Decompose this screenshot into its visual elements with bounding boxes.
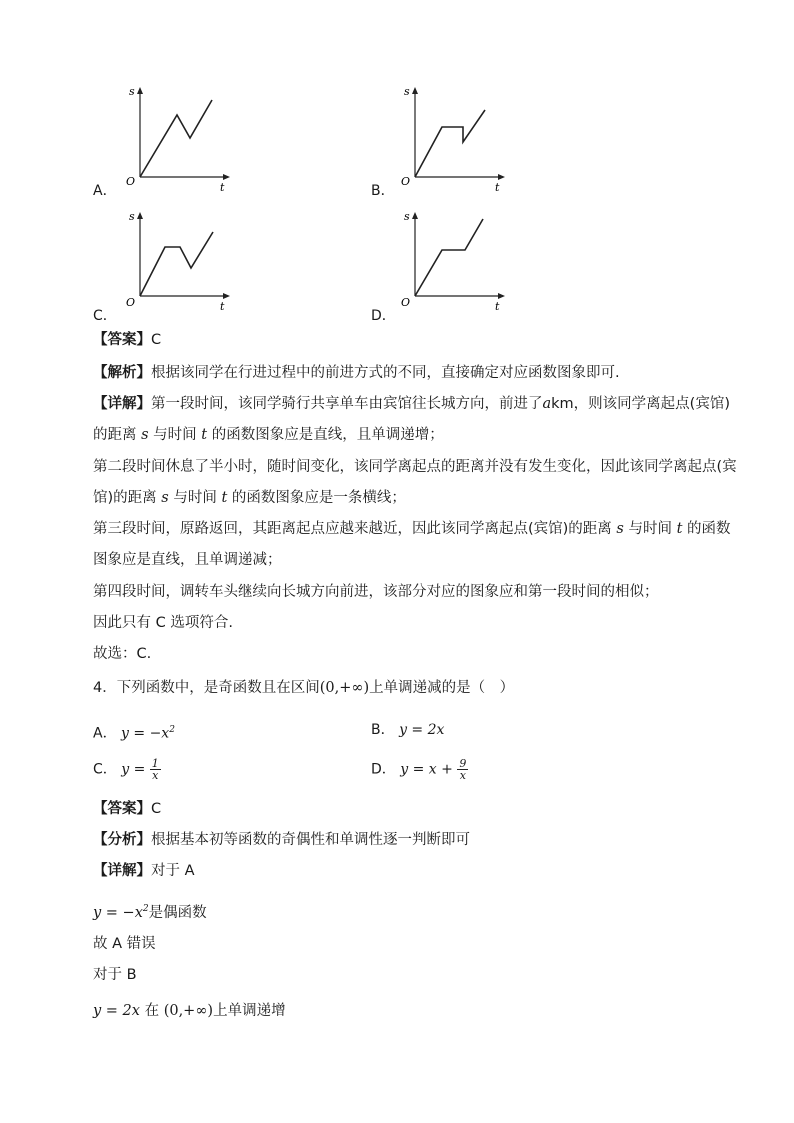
- graph-a-s-label: s: [129, 85, 135, 98]
- q4-analysis-line: [93, 830, 470, 850]
- fraction: [150, 758, 161, 781]
- q3-detail-line-4: [93, 488, 406, 508]
- option-label: D．: [371, 761, 396, 778]
- q3-final: 故选：C.: [93, 646, 152, 662]
- q4-option-b: [371, 720, 444, 740]
- math-expr: y = −x: [121, 725, 170, 742]
- q3-detail-text: km，则该同学离起点(宾馆): [551, 396, 730, 412]
- q4-detail-line-5: [93, 1001, 286, 1021]
- graph-d-curve: [415, 219, 483, 296]
- graph-a-t-label: t: [220, 181, 225, 194]
- graph-d-svg: [395, 210, 510, 320]
- q4-option-a: [93, 720, 175, 744]
- math-var: s: [161, 490, 169, 506]
- option-label: B．: [371, 722, 395, 738]
- graph-d-x-arrow: [498, 293, 505, 299]
- graph-d-s-label: s: [404, 210, 410, 223]
- graph-d: [395, 210, 510, 320]
- q3-detail-text: 馆)的距离: [93, 490, 162, 506]
- graph-b-y-arrow: [412, 87, 418, 94]
- q4-detail-line-4: 对于 B: [93, 967, 137, 983]
- q3-detail-text: 的函数: [682, 521, 731, 537]
- fraction-denominator: x: [459, 769, 466, 782]
- q4-detail-text: 是偶函数: [148, 904, 207, 921]
- q4-option-c: [93, 758, 161, 781]
- q3-detail-text: 与时间: [168, 490, 222, 506]
- graph-a-svg: [120, 85, 235, 195]
- math-var: a: [542, 396, 552, 412]
- q3-detail-line-1: [93, 394, 730, 414]
- graph-d-option-label: D．: [371, 308, 396, 324]
- q4-detail-line-1: [93, 861, 195, 881]
- graph-b-origin-label: O: [401, 175, 411, 188]
- graph-d-origin-label: O: [401, 296, 411, 309]
- q4-detail-text: 对于 A: [151, 863, 195, 879]
- graph-c-curve: [140, 232, 213, 296]
- q3-detail-text: 与时间: [623, 521, 677, 537]
- graph-a-option-label: A．: [93, 183, 117, 199]
- q4-stem: [93, 678, 514, 698]
- fraction-numerator: 9: [459, 757, 467, 770]
- q4-detail-text: 在: [139, 1003, 164, 1019]
- fraction-denominator: x: [152, 769, 159, 782]
- q3-answer-line: [93, 330, 161, 350]
- q4-stem-text: 上单调递减的是（ ）: [369, 680, 515, 696]
- q4-answer-tag: 【答案】: [93, 801, 151, 817]
- q4-answer: C: [151, 801, 162, 817]
- q3-answer-tag: 【答案】: [93, 332, 151, 348]
- graph-c-t-label: t: [220, 300, 225, 313]
- math-exponent: 2: [169, 725, 175, 735]
- graph-b-t-label: t: [495, 181, 500, 194]
- option-label: A．: [93, 725, 117, 742]
- q3-detail-text: 第三段时间，原路返回，其距离起点应越来越近，因此该同学离起点(宾馆)的距离: [93, 521, 617, 537]
- graph-a: [120, 85, 235, 195]
- q3-detail-line-8: 因此只有 C 选项符合.: [93, 615, 233, 631]
- q3-detail-text: 与时间: [148, 427, 202, 443]
- q3-answer: C: [151, 332, 162, 348]
- q3-detail-line-3: 第二段时间休息了半小时，随时间变化，该同学离起点的距离并没有发生变化，因此该同学离起点(宾: [93, 459, 737, 475]
- math-var: s: [141, 427, 149, 443]
- graph-b: [395, 85, 510, 195]
- q4-stem-text: 4．下列函数中，是奇函数且在区间: [93, 680, 320, 696]
- q4-detail-text: 上单调递增: [213, 1003, 286, 1019]
- q3-detail-line-6: 图象应是直线，且单调递减；: [93, 552, 282, 568]
- math-expr: y = −x: [93, 904, 143, 921]
- math-var: s: [616, 521, 624, 537]
- q3-detail-tag: 【详解】: [93, 396, 151, 412]
- graph-a-x-arrow: [223, 174, 230, 180]
- graph-a-origin-label: O: [126, 175, 136, 188]
- q4-interval: (0,+∞): [319, 680, 370, 696]
- q3-detail-text: 的函数图象应是直线，且单调递增；: [207, 427, 444, 443]
- graph-c-x-arrow: [223, 293, 230, 299]
- math-var: t: [221, 490, 228, 506]
- math-expr: y = x +: [400, 761, 453, 778]
- graph-b-curve: [415, 110, 485, 177]
- q4-answer-line: [93, 799, 161, 819]
- fraction: [457, 758, 468, 781]
- option-label: C．: [93, 761, 117, 778]
- q4-detail-line-2: [93, 899, 207, 923]
- math-var: t: [676, 521, 683, 537]
- q3-detail-text: 的距离: [93, 427, 142, 443]
- graph-b-option-label: B．: [371, 183, 395, 199]
- q4-option-d: [371, 758, 468, 781]
- graph-d-y-arrow: [412, 212, 418, 219]
- graph-c-origin-label: O: [126, 296, 136, 309]
- graph-a-curve: [140, 100, 212, 177]
- q4-detail-line-3: 故 A 错误: [93, 936, 156, 952]
- fraction-numerator: 1: [151, 757, 159, 770]
- graph-c-svg: [120, 210, 235, 320]
- q3-detail-text: 第一段时间，该同学骑行共享单车由宾馆往长城方向，前进了: [151, 396, 543, 412]
- math-exponent: 2: [142, 904, 149, 914]
- q3-detail-line-5: [93, 519, 731, 539]
- math-expr: y = 2x: [93, 1003, 140, 1019]
- graph-c-s-label: s: [129, 210, 135, 223]
- q4-detail-tag: 【详解】: [93, 863, 151, 879]
- graph-c: [120, 210, 235, 320]
- q3-analysis-line: [93, 363, 620, 383]
- math-expr: y = 2x: [399, 722, 445, 738]
- math-var: t: [201, 427, 208, 443]
- graph-d-t-label: t: [495, 300, 500, 313]
- graph-c-option-label: C．: [93, 308, 117, 324]
- graph-c-y-arrow: [137, 212, 143, 219]
- q4-analysis-tag: 【分析】: [93, 832, 151, 848]
- graph-a-y-arrow: [137, 87, 143, 94]
- graph-b-x-arrow: [498, 174, 505, 180]
- math-expr: y =: [121, 761, 146, 778]
- q3-detail-line-2: [93, 425, 444, 445]
- graph-b-svg: [395, 85, 510, 195]
- q3-detail-text: 的函数图象应是一条横线；: [227, 490, 406, 506]
- graph-b-s-label: s: [404, 85, 410, 98]
- q4-interval: (0,+∞): [163, 1003, 214, 1019]
- q3-analysis: 根据该同学在行进过程中的前进方式的不同，直接确定对应函数图象即可.: [151, 365, 620, 381]
- q4-analysis: 根据基本初等函数的奇偶性和单调性逐一判断即可: [151, 832, 470, 848]
- q3-detail-line-7: 第四段时间，调转车头继续向长城方向前进，该部分对应的图象应和第一段时间的相似；: [93, 584, 659, 600]
- q3-analysis-tag: 【解析】: [93, 365, 151, 381]
